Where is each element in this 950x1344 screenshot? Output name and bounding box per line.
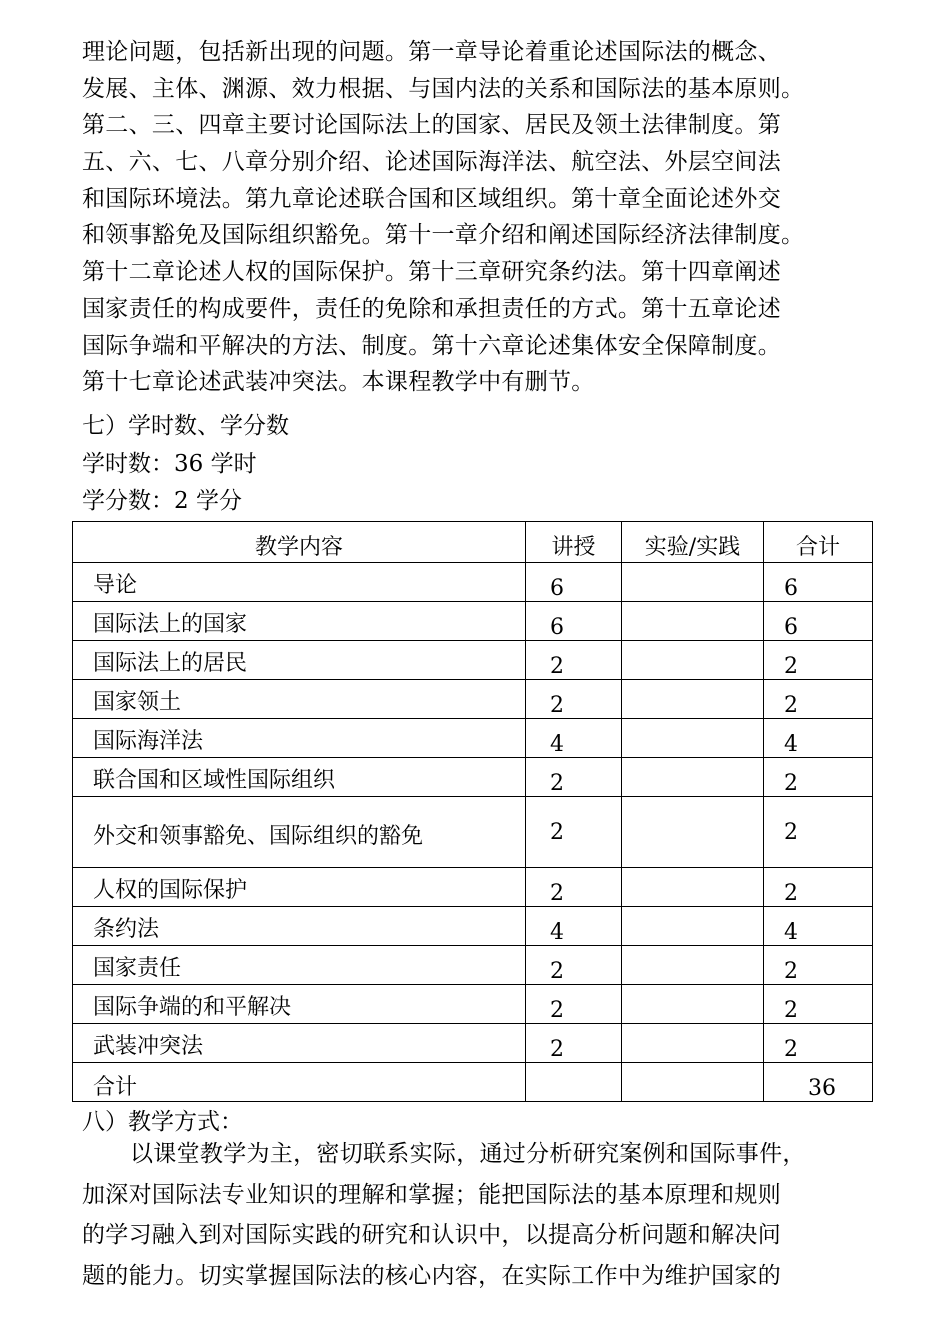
section-heading-teaching-method: 八）教学方式：	[82, 1109, 243, 1135]
row-lecture: 2	[526, 946, 622, 985]
table-row	[73, 719, 873, 758]
row-lecture: 2	[526, 758, 622, 797]
header-lecture: 讲授	[526, 522, 622, 563]
row-content: 国际争端的和平解决	[73, 985, 526, 1024]
table-row	[73, 907, 873, 946]
table-row	[73, 868, 873, 907]
row-total: 2	[764, 868, 873, 907]
row-total: 4	[764, 719, 873, 758]
row-content: 条约法	[73, 907, 526, 946]
summary-label: 合计	[73, 1063, 526, 1102]
row-lab	[622, 680, 764, 719]
row-lab	[622, 1024, 764, 1063]
row-content: 联合国和区域性国际组织	[73, 758, 526, 797]
row-total: 2	[764, 985, 873, 1024]
header-lab-practice: 实验/实践	[622, 522, 764, 563]
row-total: 2	[764, 1024, 873, 1063]
row-lab	[622, 641, 764, 680]
row-total: 2	[764, 797, 873, 868]
row-content: 国际法上的居民	[73, 641, 526, 680]
row-lab	[622, 907, 764, 946]
row-lab	[622, 758, 764, 797]
paragraph-line: 国际争端和平解决的方法、制度。第十六章论述集体安全保障制度。	[82, 332, 781, 359]
row-lecture: 4	[526, 719, 622, 758]
row-content: 武装冲突法	[73, 1024, 526, 1063]
row-total: 6	[764, 602, 873, 641]
table-row	[73, 563, 873, 602]
paragraph-line: 五、六、七、八章分别介绍、论述国际海洋法、航空法、外层空间法	[82, 149, 781, 176]
paragraph-line: 以课堂教学为主，密切联系实际，通过分析研究案例和国际事件，	[130, 1141, 806, 1167]
paragraph-line: 的学习融入到对国际实践的研究和认识中，以提高分析问题和解决问	[82, 1222, 781, 1248]
row-total: 4	[764, 907, 873, 946]
section-heading-hours-credits: 七）学时数、学分数	[82, 413, 289, 439]
paragraph-line: 国家责任的构成要件，责任的免除和承担责任的方式。第十五章论述	[82, 295, 781, 322]
row-content: 国家责任	[73, 946, 526, 985]
summary-lab	[622, 1063, 764, 1102]
row-content: 人权的国际保护	[73, 868, 526, 907]
paragraph-line: 加深对国际法专业知识的理解和掌握；能把国际法的基本原理和规则	[82, 1181, 781, 1208]
row-lab	[622, 719, 764, 758]
row-lab	[622, 563, 764, 602]
paragraph-line: 题的能力。切实掌握国际法的核心内容，在实际工作中为维护国家的	[82, 1262, 781, 1289]
row-lab	[622, 985, 764, 1024]
row-content: 国际法上的国家	[73, 602, 526, 641]
teaching-method-paragraph	[82, 1134, 882, 1296]
row-lecture: 2	[526, 868, 622, 907]
header-total: 合计	[764, 522, 873, 563]
table-row	[73, 680, 873, 719]
table-summary-row	[73, 1063, 873, 1102]
row-lecture: 2	[526, 1024, 622, 1063]
row-lecture: 4	[526, 907, 622, 946]
row-lecture: 6	[526, 563, 622, 602]
row-lecture: 6	[526, 602, 622, 641]
table-row	[73, 602, 873, 641]
row-content: 国家领土	[73, 680, 526, 719]
summary-lecture	[526, 1063, 622, 1102]
row-lab	[622, 868, 764, 907]
row-total: 2	[764, 758, 873, 797]
row-lab	[622, 946, 764, 985]
row-lab	[622, 602, 764, 641]
row-content: 外交和领事豁免、国际组织的豁免	[73, 797, 526, 868]
row-lab	[622, 797, 764, 868]
credits-line: 学分数：2 学分	[82, 488, 242, 514]
header-content: 教学内容	[73, 522, 526, 563]
paragraph-line: 第十二章论述人权的国际保护。第十三章研究条约法。第十四章阐述	[82, 259, 781, 286]
table-row	[73, 758, 873, 797]
row-lecture: 2	[526, 985, 622, 1024]
row-total: 6	[764, 563, 873, 602]
course-content-paragraph	[82, 34, 882, 401]
row-total: 2	[764, 946, 873, 985]
paragraph-line: 发展、主体、渊源、效力根据、与国内法的关系和国际法的基本原则。	[82, 75, 805, 102]
table-row	[73, 641, 873, 680]
paragraph-line: 第十七章论述武装冲突法。本课程教学中有删节。	[82, 369, 595, 396]
summary-total: 36	[764, 1063, 873, 1102]
row-content: 导论	[73, 563, 526, 602]
row-content: 国际海洋法	[73, 719, 526, 758]
row-lecture: 2	[526, 797, 622, 868]
table-row	[73, 797, 873, 868]
row-lecture: 2	[526, 680, 622, 719]
teaching-hours-table	[72, 521, 873, 1102]
paragraph-line: 理论问题，包括新出现的问题。第一章导论着重论述国际法的概念、	[82, 39, 781, 65]
paragraph-line: 第二、三、四章主要讨论国际法上的国家、居民及领土法律制度。第	[82, 112, 781, 139]
paragraph-line: 和领事豁免及国际组织豁免。第十一章介绍和阐述国际经济法律制度。	[82, 222, 805, 249]
row-total: 2	[764, 641, 873, 680]
table-row	[73, 946, 873, 985]
table-row	[73, 985, 873, 1024]
paragraph-line: 和国际环境法。第九章论述联合国和区域组织。第十章全面论述外交	[82, 185, 781, 212]
hours-line: 学时数：36 学时	[82, 451, 257, 477]
table-header-row	[73, 522, 873, 563]
table-row	[73, 1024, 873, 1063]
row-lecture: 2	[526, 641, 622, 680]
row-total: 2	[764, 680, 873, 719]
